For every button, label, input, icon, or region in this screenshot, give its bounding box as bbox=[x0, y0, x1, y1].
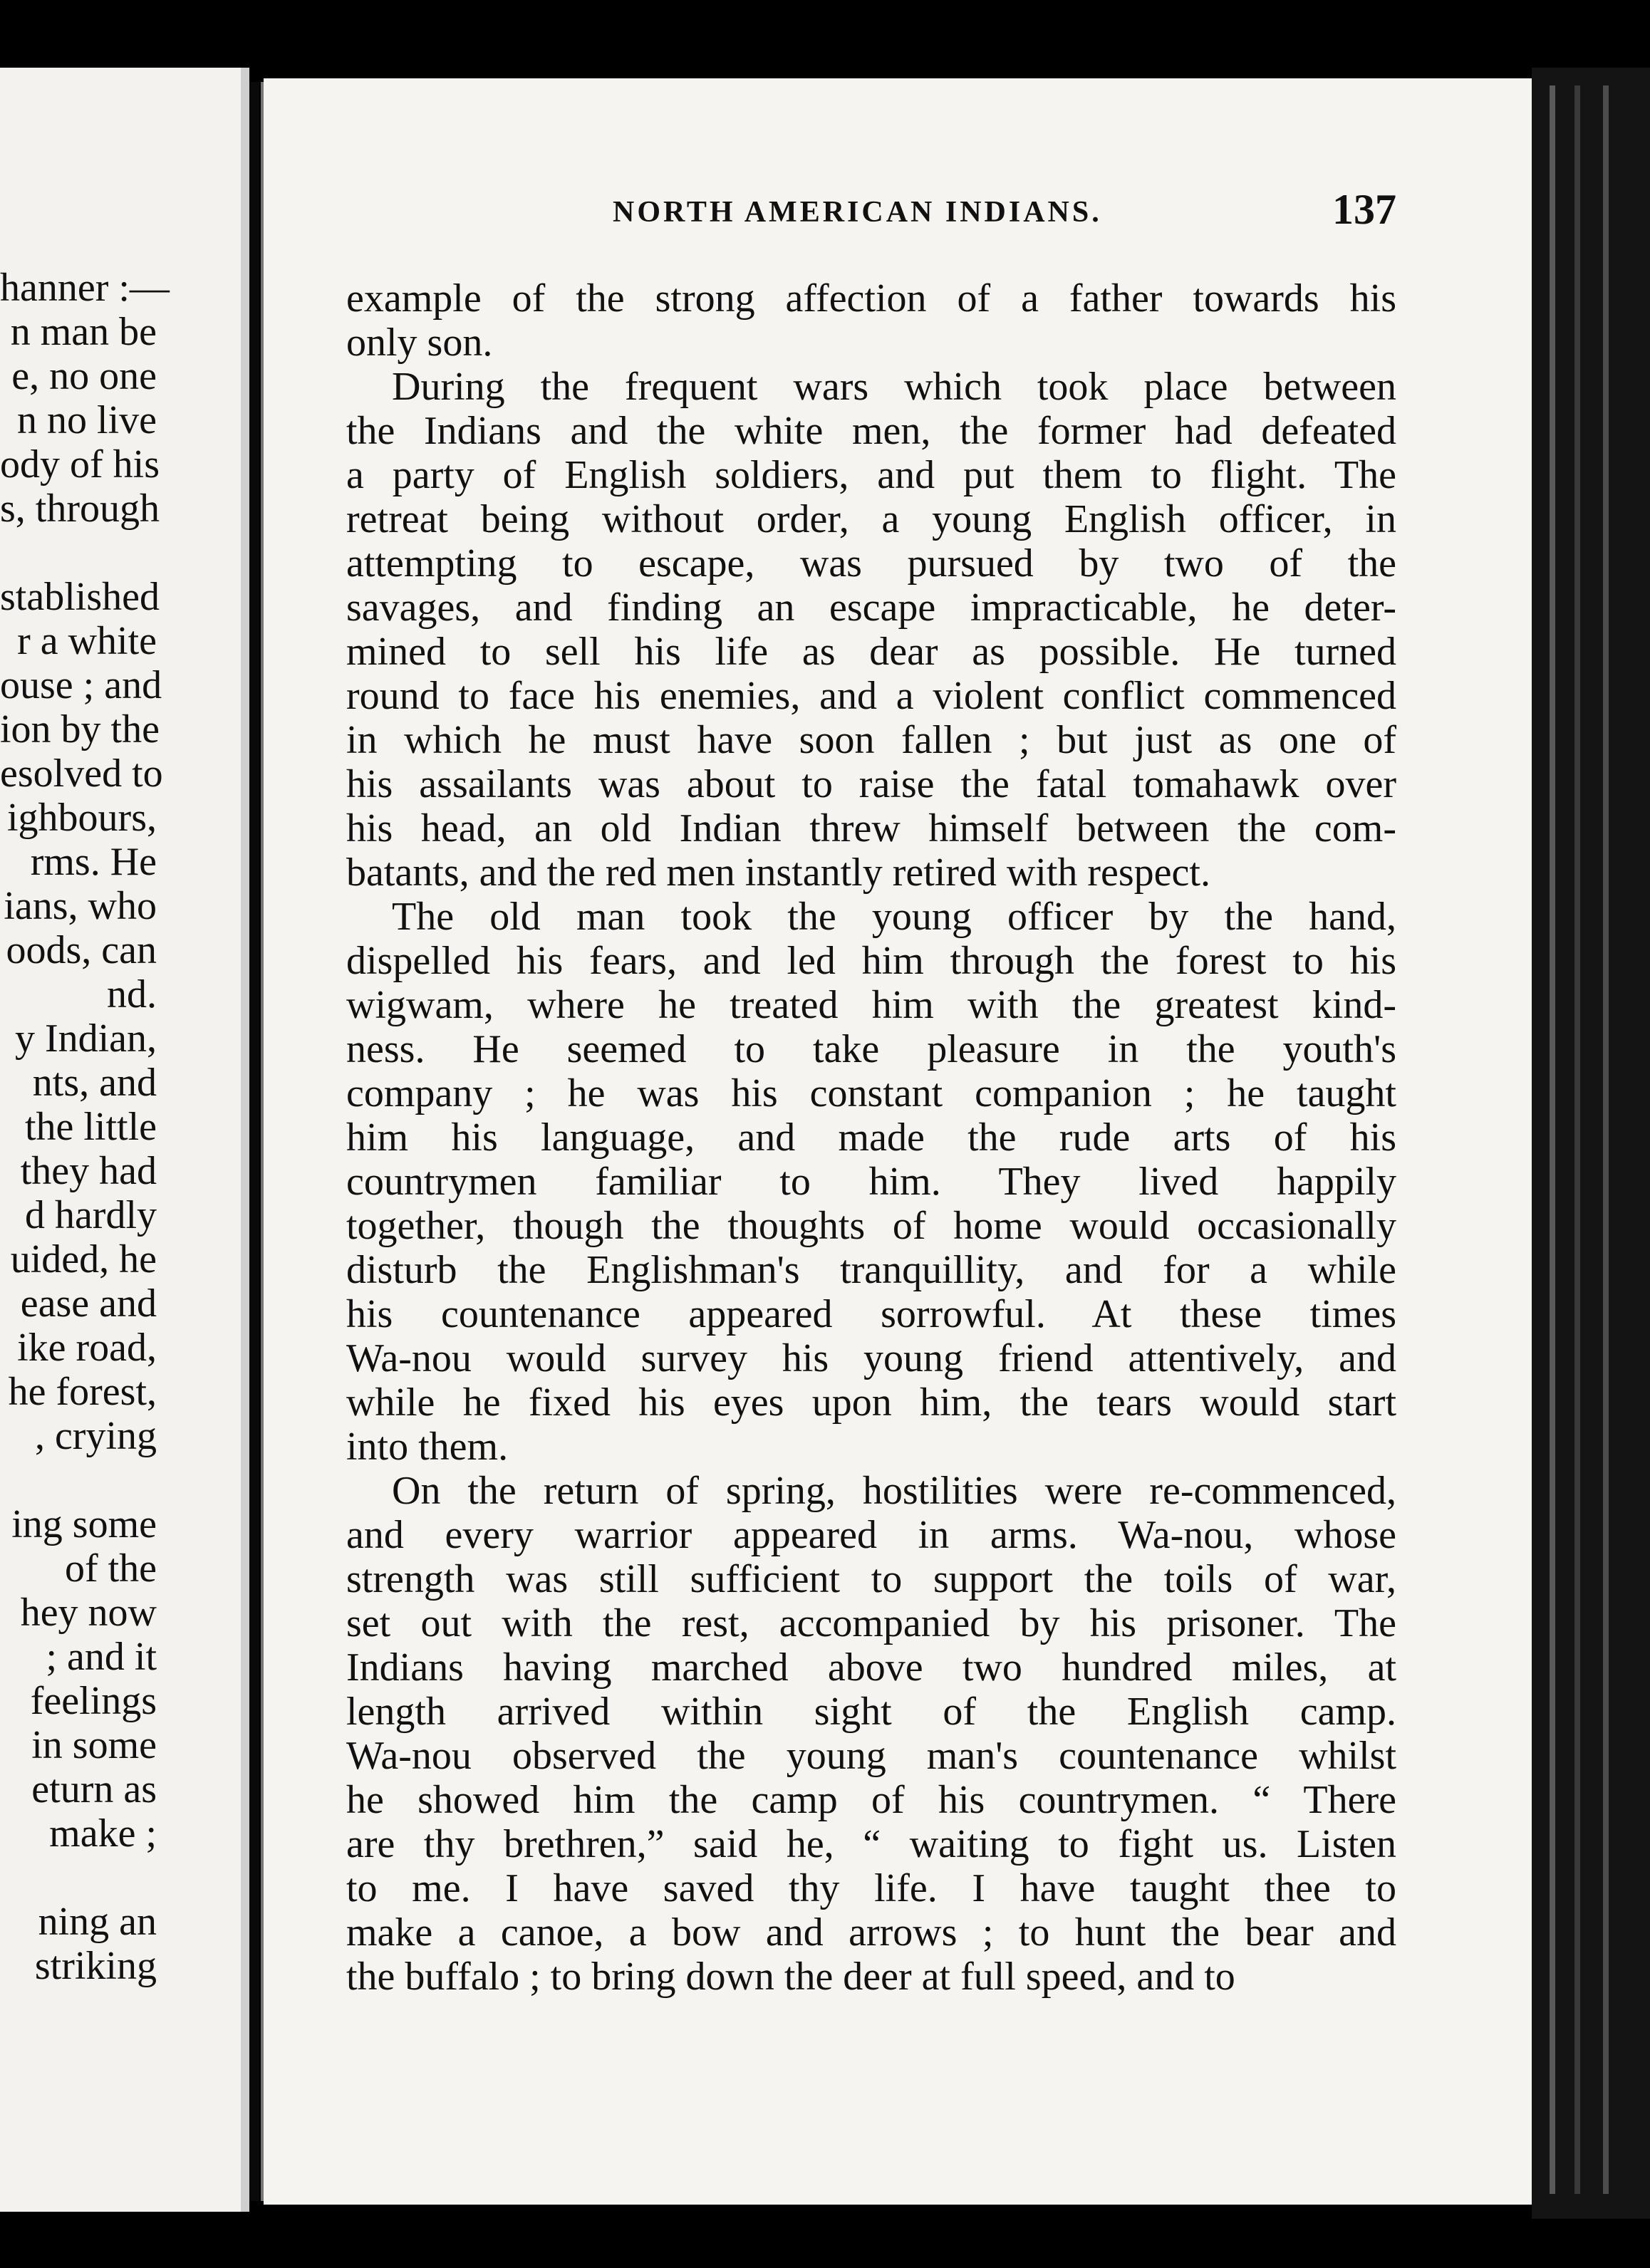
left-page-line: e, no one bbox=[11, 354, 157, 398]
text-line: company ; he was his constant companion ; he taught bbox=[346, 1071, 1396, 1115]
text-line: together, though the thoughts of home would occasionally bbox=[346, 1204, 1396, 1248]
text-line: his head, an old Indian threw himself between the com- bbox=[346, 806, 1396, 850]
left-page-line: of the bbox=[64, 1546, 157, 1591]
text-line: attempting to escape, was pursued by two of the bbox=[346, 541, 1396, 586]
body-text bbox=[346, 276, 1396, 1999]
left-page-line: feelings bbox=[30, 1679, 157, 1723]
text-line: savages, and finding an escape impracticable, he deter- bbox=[346, 586, 1396, 630]
left-page-line: ning an bbox=[38, 1900, 157, 1944]
left-page-line: ighbours, bbox=[7, 796, 157, 840]
text-line: only son. bbox=[346, 321, 493, 365]
left-page-line: hanner :— bbox=[0, 266, 170, 310]
left-page-line: ody of his bbox=[0, 442, 160, 487]
left-page-line: ion by the bbox=[0, 707, 160, 751]
text-line: retreat being without order, a young English officer, in bbox=[346, 497, 1396, 541]
text-line: the Indians and the white men, the former had defeated bbox=[346, 409, 1396, 453]
text-line: his countenance appeared sorrowful. At these times bbox=[346, 1292, 1396, 1336]
text-line: disturb the Englishman's tranquillity, and for a while bbox=[346, 1248, 1396, 1292]
page-edge-stripe bbox=[1550, 85, 1555, 2194]
page-header bbox=[349, 185, 1396, 235]
left-page-fragment bbox=[0, 68, 241, 2212]
text-line: Wa-nou would survey his young friend attentively, and bbox=[346, 1336, 1396, 1380]
left-page-line: he forest, bbox=[8, 1370, 157, 1414]
text-line: to me. I have saved thy life. I have taught thee to bbox=[346, 1866, 1396, 1910]
text-line: On the return of spring, hostilities were re-commenced, bbox=[392, 1469, 1396, 1513]
text-line: the buffalo ; to bring down the deer at full speed, and to bbox=[346, 1955, 1235, 1999]
left-page-line: esolved to bbox=[0, 751, 163, 796]
left-page-line: n no live bbox=[17, 398, 157, 442]
text-line: batants, and the red men instantly retired with respect. bbox=[346, 850, 1210, 895]
text-line: mined to sell his life as dear as possible. He turned bbox=[346, 630, 1396, 674]
text-line: countrymen familiar to him. They lived happily bbox=[346, 1160, 1396, 1204]
left-page-line: s, through bbox=[0, 487, 160, 531]
left-page-line: hey now bbox=[20, 1591, 157, 1635]
left-page-line: ; and it bbox=[46, 1635, 157, 1679]
left-page-line: in some bbox=[31, 1723, 157, 1767]
left-page-line: uided, he bbox=[10, 1237, 157, 1281]
left-page-line: y Indian, bbox=[14, 1016, 157, 1061]
text-line: in which he must have soon fallen ; but just as one of bbox=[346, 718, 1396, 762]
text-line: into them. bbox=[346, 1425, 509, 1469]
left-page-line: the little bbox=[24, 1105, 157, 1149]
text-line: and every warrior appeared in arms. Wa-nou, whose bbox=[346, 1513, 1396, 1557]
left-page-line: nts, and bbox=[32, 1061, 157, 1105]
text-line: Indians having marched above two hundred miles, at bbox=[346, 1645, 1396, 1690]
text-line: him his language, and made the rude arts of his bbox=[346, 1115, 1396, 1160]
text-line: strength was still sufficient to support the toils of war, bbox=[346, 1557, 1396, 1601]
text-line: The old man took the young officer by the hand, bbox=[392, 895, 1396, 939]
left-page-line: , crying bbox=[34, 1414, 157, 1458]
text-line: Wa-nou observed the young man's countenance whilst bbox=[346, 1734, 1396, 1778]
page-edge-stripe bbox=[1574, 85, 1580, 2194]
text-line: set out with the rest, accompanied by his prisoner. The bbox=[346, 1601, 1396, 1645]
binding-shadow bbox=[249, 82, 259, 2201]
left-page-line: ouse ; and bbox=[0, 663, 162, 707]
left-page-line: oods, can bbox=[6, 928, 157, 972]
running-head: NORTH AMERICAN INDIANS. bbox=[613, 196, 1102, 229]
left-page-line: striking bbox=[34, 1944, 157, 1988]
left-page-line: stablished bbox=[0, 575, 160, 619]
left-page-line: rms. He bbox=[30, 840, 157, 884]
page-edge-stripe bbox=[1603, 85, 1609, 2194]
text-line: his assailants was about to raise the fatal tomahawk over bbox=[346, 762, 1396, 806]
text-line: During the frequent wars which took place between bbox=[392, 365, 1396, 409]
left-page-line: ians, who bbox=[4, 884, 157, 928]
text-line: ness. He seemed to take pleasure in the youth's bbox=[346, 1027, 1396, 1071]
text-line: are thy brethren,” said he, “ waiting to fight us. Listen bbox=[346, 1822, 1396, 1866]
left-page-line: ing some bbox=[11, 1502, 157, 1546]
left-page-line: they had bbox=[20, 1149, 157, 1193]
left-page-line: eturn as bbox=[31, 1767, 157, 1811]
left-page-line: nd. bbox=[107, 972, 157, 1016]
text-line: wigwam, where he treated him with the greatest kind- bbox=[346, 983, 1396, 1027]
left-page-line: n man be bbox=[10, 310, 157, 354]
text-line: while he fixed his eyes upon him, the tears would start bbox=[346, 1380, 1396, 1425]
text-line: length arrived within sight of the English camp. bbox=[346, 1690, 1396, 1734]
left-page-line: r a white bbox=[17, 619, 157, 663]
page-number: 137 bbox=[1332, 186, 1396, 233]
left-page-line: make ; bbox=[49, 1811, 157, 1856]
text-line: example of the strong affection of a father towards his bbox=[346, 276, 1396, 321]
text-line: dispelled his fears, and led him through the forest to his bbox=[346, 939, 1396, 983]
gutter bbox=[241, 68, 249, 2212]
left-page-line: ease and bbox=[20, 1281, 157, 1326]
text-line: a party of English soldiers, and put them to flight. The bbox=[346, 453, 1396, 497]
left-page-line: d hardly bbox=[24, 1193, 157, 1237]
left-page-line: ike road, bbox=[17, 1326, 157, 1370]
text-line: round to face his enemies, and a violent conflict commenced bbox=[346, 674, 1396, 718]
text-line: make a canoe, a bow and arrows ; to hunt the bear and bbox=[346, 1910, 1396, 1955]
text-line: he showed him the camp of his countrymen. “ There bbox=[346, 1778, 1396, 1822]
